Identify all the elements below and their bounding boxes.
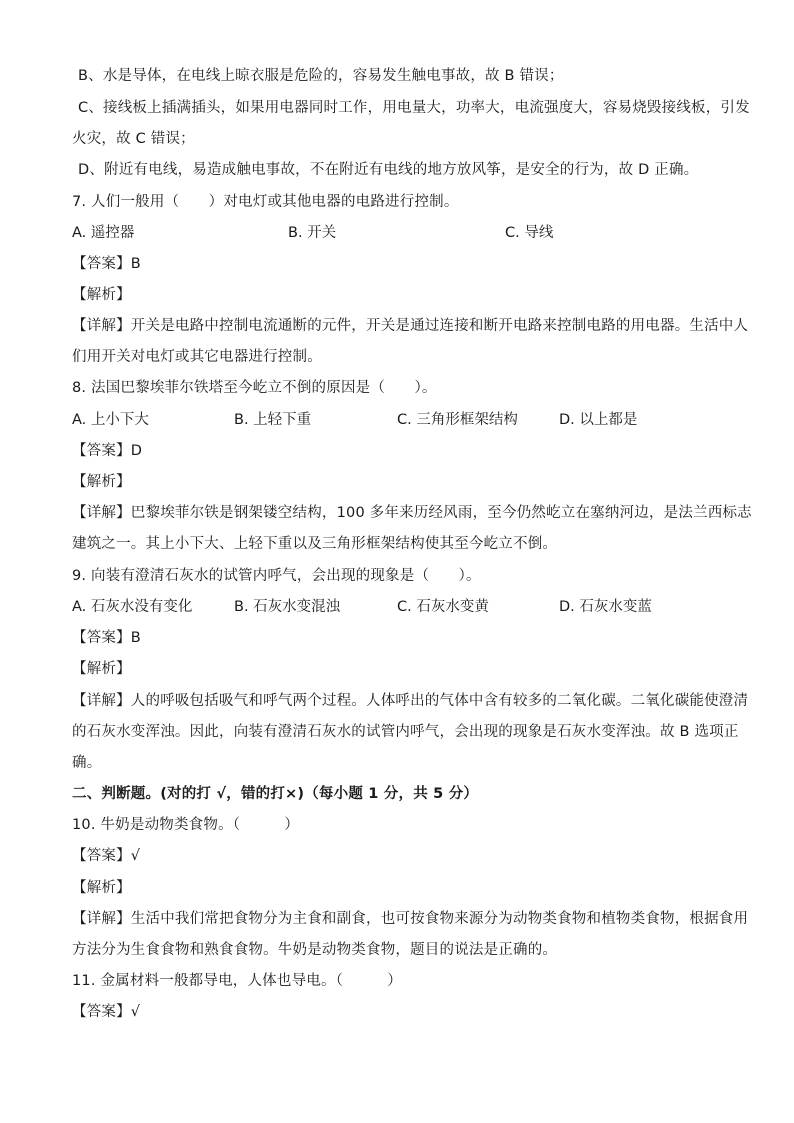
q7-option-c: C. 导线 [505,225,554,241]
q8-answer: 【答案】D [72,443,143,459]
explain-option-c-line1: C、接线板上插满插头，如果用电器同时工作，用电量大，功率大，电流强度大，容易烧毁接线板，引发 [78,100,750,116]
section-2-heading: 二、判断题。(对的打 √，错的打×)（每小题 1 分，共 5 分） [72,786,479,802]
q9-analysis-label: 【解析】 [72,661,131,677]
q10-detail-line1: 【详解】生活中我们常把食物分为主食和副食，也可按食物来源分为动物类食物和植物类食物，根据食用 [72,911,749,927]
q7-option-b: B. 开关 [288,225,337,241]
q10-detail-line2: 方法分为生食食物和熟食食物。牛奶是动物类食物，题目的说法是正确的。 [72,942,558,958]
q7-answer: 【答案】B [72,256,141,272]
q9-option-b: B. 石灰水变混浊 [234,599,341,615]
q10-analysis-label: 【解析】 [72,880,131,896]
q8-stem: 8. 法国巴黎埃菲尔铁塔至今屹立不倒的原因是（ ）。 [72,380,437,396]
q11-answer: 【答案】√ [72,1004,141,1020]
q9-option-a: A. 石灰水没有变化 [72,599,193,615]
q9-detail-line1: 【详解】人的呼吸包括吸气和呼气两个过程。人体呼出的气体中含有较多的二氧化碳。二氧化碳能使澄清 [72,693,749,709]
q9-answer: 【答案】B [72,630,141,646]
q9-detail-line3: 确。 [72,755,102,771]
q9-option-c: C. 石灰水变黄 [397,599,489,615]
q8-detail-line2: 建筑之一。其上小下大、上轻下重以及三角形框架结构使其至今屹立不倒。 [72,536,558,552]
q9-stem: 9. 向装有澄清石灰水的试管内呼气，会出现的现象是（ ）。 [72,568,481,584]
explain-option-b: B、水是导体，在电线上晾衣服是危险的，容易发生触电事故，故 B 错误； [78,68,564,84]
q8-detail-line1: 【详解】巴黎埃菲尔铁是钢架镂空结构，100 多年来历经风雨，至今仍然屹立在塞纳河边，是法兰西标志 [72,505,752,521]
q8-analysis-label: 【解析】 [72,474,131,490]
q11-stem: 11. 金属材料一般都导电，人体也导电。（ ） [72,973,402,989]
explain-option-d: D、附近有电线，易造成触电事故，不在附近有电线的地方放风筝，是安全的行为，故 D 正确。 [78,162,699,178]
q7-analysis-label: 【解析】 [72,287,131,303]
q10-stem: 10. 牛奶是动物类食物。（ ） [72,817,300,833]
q8-option-d: D. 以上都是 [559,412,638,428]
q8-option-c: C. 三角形框架结构 [397,412,518,428]
q9-detail-line2: 的石灰水变浑浊。因此，向装有澄清石灰水的试管内呼气，会出现的现象是石灰水变浑浊。故 B 选项正 [72,724,739,740]
q7-detail-line2: 们用开关对电灯或其它电器进行控制。 [72,349,322,365]
q8-option-a: A. 上小下大 [72,412,149,428]
q8-option-b: B. 上轻下重 [234,412,312,428]
q7-stem: 7. 人们一般用（ ）对电灯或其他电器的电路进行控制。 [72,194,459,210]
explain-option-c-line2: 火灾，故 C 错误； [72,131,195,147]
q10-answer: 【答案】√ [72,848,141,864]
q7-option-a: A. 遥控器 [72,225,135,241]
q7-detail-line1: 【详解】开关是电路中控制电流通断的元件，开关是通过连接和断开电路来控制电路的用电器。生活中人 [72,318,749,334]
q9-option-d: D. 石灰水变蓝 [559,599,652,615]
